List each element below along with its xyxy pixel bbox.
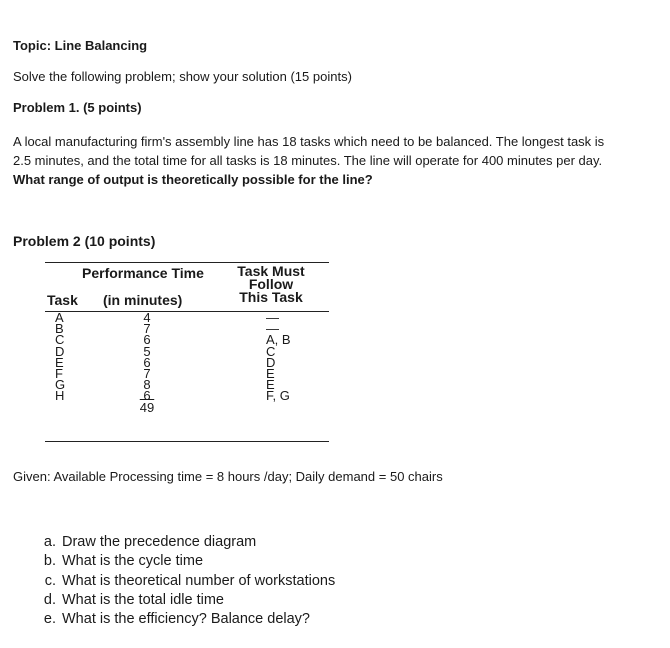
- header-must-follow-line-1: Task Must: [237, 263, 305, 279]
- header-performance-time: Performance Time: [82, 265, 204, 281]
- time-cell: 6: [143, 354, 151, 370]
- task-column: [55, 312, 65, 402]
- follow-cell: —: [266, 310, 279, 325]
- question-item: a. Draw the precedence diagram: [60, 533, 335, 552]
- follow-cell: C: [266, 343, 276, 359]
- problem1-line-2: 2.5 minutes, and the total time for all tasks is 18 minutes. The line will operate for 400 minutes per day.: [13, 153, 603, 168]
- follow-cell: —: [266, 321, 279, 337]
- task-cell: G: [55, 377, 66, 393]
- problem2-heading: Problem 2 (10 points): [13, 233, 156, 249]
- time-cell: 4: [143, 310, 151, 325]
- topic-heading: Topic: Line Balancing: [13, 38, 148, 53]
- time-cell: 7: [143, 321, 151, 337]
- question-item: d. What is the total idle time: [60, 591, 335, 610]
- follow-cell: D: [266, 354, 276, 370]
- task-cell: D: [55, 343, 65, 359]
- time-cell: 8: [143, 377, 151, 393]
- header-must-follow-line-3: This Task: [239, 289, 303, 305]
- time-cell: 6: [143, 388, 151, 404]
- header-must-follow-line-2: Follow: [248, 276, 294, 292]
- follow-cell: E: [266, 377, 275, 393]
- task-cell: H: [55, 388, 65, 404]
- task-cell: F: [55, 365, 63, 381]
- follow-cell: A, B: [266, 332, 291, 348]
- task-cell: B: [55, 321, 64, 337]
- question-item: e. What is the efficiency? Balance delay?: [60, 610, 335, 629]
- given-text: Given: Available Processing time = 8 hours /day; Daily demand = 50 chairs: [13, 469, 443, 484]
- table-bottom-rule: [45, 441, 329, 442]
- question-list: [28, 533, 335, 629]
- header-must-follow: [232, 265, 310, 304]
- task-cell: C: [55, 332, 65, 348]
- instruction-text: Solve the following problem; show your solution (15 points): [13, 69, 352, 84]
- time-total: 49: [139, 399, 155, 415]
- question-item: b. What is the cycle time: [60, 552, 335, 571]
- problem1-heading: Problem 1. (5 points): [13, 100, 142, 115]
- time-column: [138, 312, 156, 413]
- time-cell: 5: [143, 343, 151, 359]
- follow-column: [266, 312, 291, 402]
- time-cell: 6: [143, 332, 151, 348]
- time-cell: 7: [143, 365, 151, 381]
- task-cell: E: [55, 354, 64, 370]
- problem1-question: What range of output is theoretically possible for the line?: [13, 172, 373, 187]
- follow-cell: E: [266, 365, 275, 381]
- header-task: Task: [47, 292, 78, 308]
- problem1-text: [13, 132, 658, 189]
- follow-cell: F, G: [266, 388, 290, 404]
- question-item: c. What is theoretical number of workstations: [60, 572, 335, 591]
- task-cell: A: [55, 310, 64, 325]
- problem1-line-1: A local manufacturing firm's assembly line has 18 tasks which need to be balanced. The longest task is: [13, 134, 605, 149]
- header-in-minutes: (in minutes): [103, 292, 183, 308]
